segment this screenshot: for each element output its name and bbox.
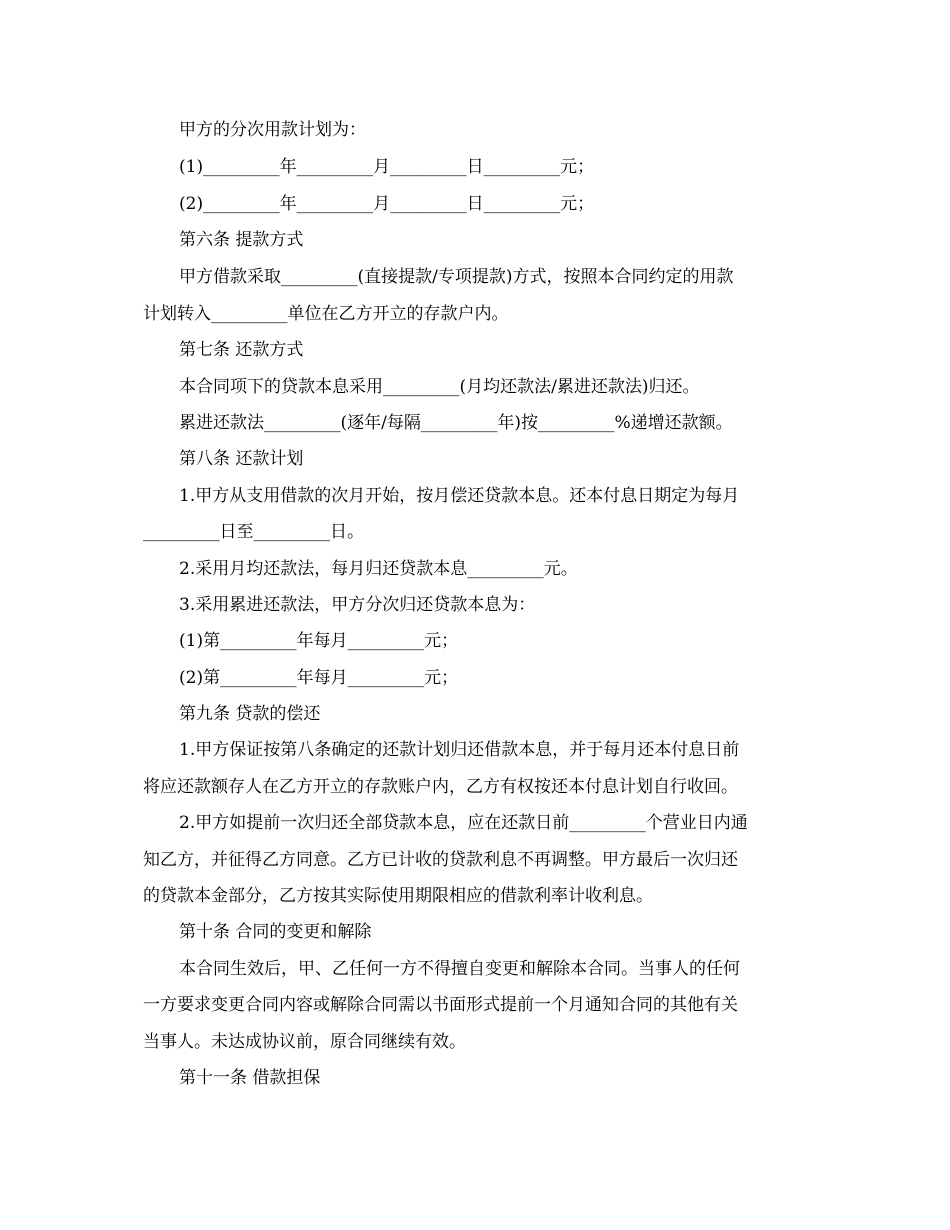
- text-line: 本合同项下的贷款本息采用_________(月均还款法/累进还款法)归还。: [179, 377, 700, 397]
- text-line: 的贷款本金部分，乙方按其实际使用期限相应的借款利率计收利息。: [143, 886, 653, 906]
- text-line: (2)_________年_________月_________日_________元；: [179, 194, 595, 214]
- section-heading: 第十一条 借款担保: [179, 1068, 321, 1088]
- text-line: 一方要求变更合同内容或解除合同需以书面形式提前一个月通知合同的其他有关: [143, 995, 738, 1015]
- text-line: (1)_________年_________月_________日_________元；: [179, 157, 595, 177]
- text-line: 本合同生效后，甲、乙任何一方不得擅自变更和解除本合同。当事人的任何: [179, 959, 740, 979]
- text-line: 1.甲方从支用借款的次月开始，按月偿还贷款本息。还本付息日期定为每月: [179, 486, 740, 506]
- text-line: 3.采用累进还款法，甲方分次归还贷款本息为：: [179, 595, 536, 615]
- text-line: (1)第_________年每月_________元；: [179, 631, 459, 651]
- text-line: 1.甲方保证按第八条确定的还款计划归还借款本息，并于每月还本付息日前: [179, 740, 740, 760]
- section-heading: 第九条 贷款的偿还: [179, 704, 321, 724]
- text-line: 当事人。未达成协议前，原合同继续有效。: [143, 1032, 466, 1052]
- section-heading: 第十条 合同的变更和解除: [179, 922, 372, 942]
- text-line: 将应还款额存人在乙方开立的存款账户内，乙方有权按还本付息计划自行收回。: [143, 777, 738, 797]
- section-heading: 第七条 还款方式: [179, 340, 304, 360]
- text-line: 甲方的分次用款计划为：: [179, 120, 366, 140]
- text-line: _________日至_________日。: [143, 522, 364, 542]
- text-line: 甲方借款采取_________(直接提款/专项提款)方式，按照本合同约定的用款: [179, 267, 734, 287]
- text-line: (2)第_________年每月_________元；: [179, 668, 459, 688]
- text-line: 知乙方，并征得乙方同意。乙方已计收的贷款利息不再调整。甲方最后一次归还: [143, 850, 738, 870]
- text-line: 2.甲方如提前一次归还全部贷款本息，应在还款日前_________个营业日内通: [179, 813, 748, 833]
- section-heading: 第八条 还款计划: [179, 449, 304, 469]
- text-line: 计划转入_________单位在乙方开立的存款户内。: [143, 304, 509, 324]
- text-line: 2.采用月均还款法，每月归还贷款本息_________元。: [179, 559, 578, 579]
- section-heading: 第六条 提款方式: [179, 230, 304, 250]
- text-line: 累进还款法_________(逐年/每隔_________年)按_________%递增还款额。: [179, 413, 733, 433]
